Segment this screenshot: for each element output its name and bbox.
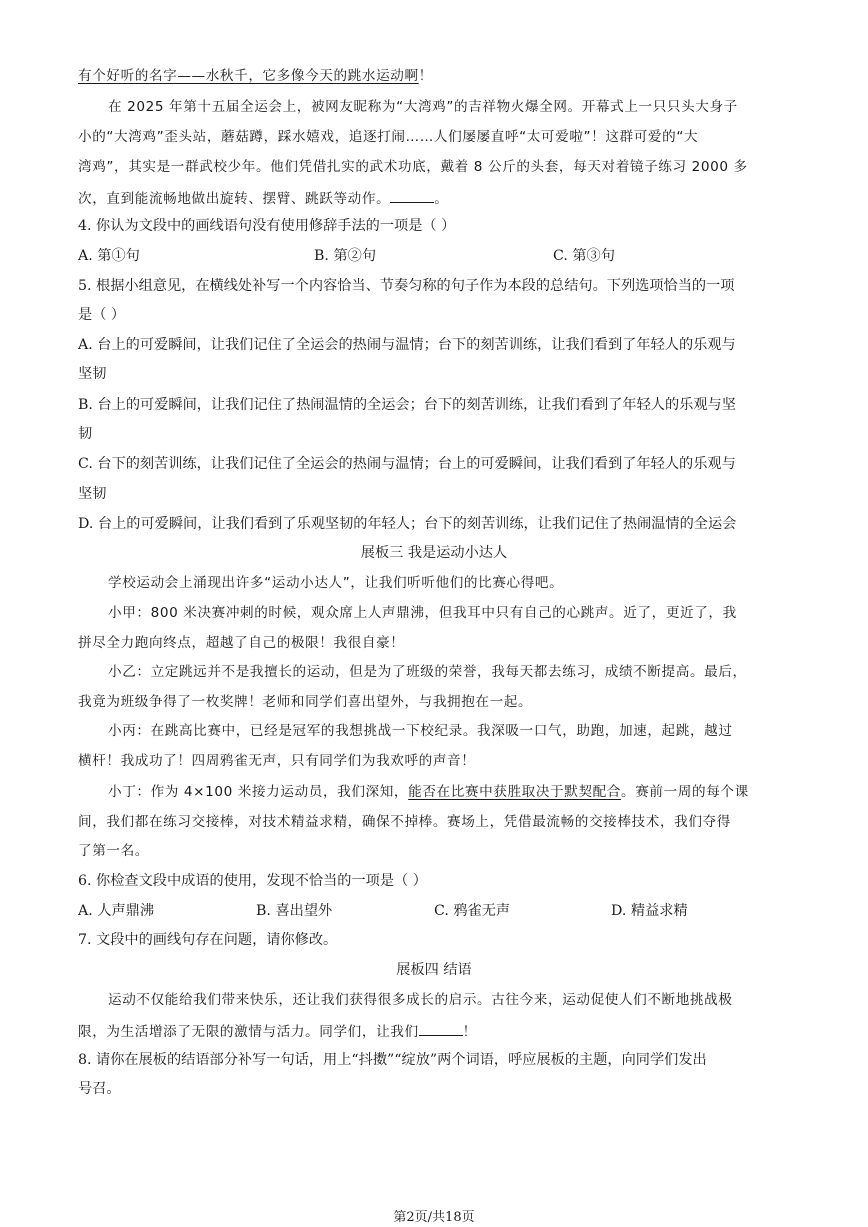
option-c[interactable]: C. 鸦雀无声 [434, 903, 511, 919]
option-c[interactable]: C. 第③句 [553, 248, 615, 264]
option-a[interactable]: A. 第①句 [78, 248, 140, 264]
question-4-stem: 4. 你认为文段中的画线语句没有使用修辞手法的一项是（ ） [78, 218, 456, 234]
board-4-title: 展板四 结语 [396, 962, 472, 978]
passage-line: 小的“大湾鸡”歪头站，蘑菇蹲，踩水嬉戏，追逐打闹……人们屡屡直呼“太可爱啦”！这群可爱的“大 [78, 129, 699, 145]
question-8-stem: 8. 请你在展板的结语部分补写一句话，用上“抖擞”“绽放”两个词语，呼应展板的主题，向同学们发出 [78, 1052, 707, 1068]
option-b[interactable]: B. 第②句 [314, 248, 377, 264]
option-a[interactable]: A. 台上的可爱瞬间，让我们记住了全运会的热闹与温情；台下的刻苦训练，让我们看到了年轻人的乐观与 [78, 337, 736, 353]
speaker-bing: 小丙：在跳高比赛中，已经是冠军的我想挑战一下校纪录。我深吸一口气，助跑，加速，起跳，越过 [108, 723, 733, 739]
option-b-cont[interactable]: 韧 [78, 426, 93, 442]
question-6-stem: 6. 你检查文段中成语的使用，发现不恰当的一项是（ ） [78, 873, 427, 889]
option-a[interactable]: A. 人声鼎沸 [78, 903, 155, 919]
passage-line-with-blank: 次，直到能流畅地做出旋转、摆臂、跳跃等动作。 。 [78, 187, 790, 209]
speaker-yi: 小乙：立定跳远并不是我擅长的运动，但是为了班级的荣誉，我每天都去练习，成绩不断提高。最后， [108, 664, 747, 680]
option-b[interactable]: B. 喜出望外 [256, 903, 333, 919]
poem-note-line [78, 66, 790, 86]
question-7-stem: 7. 文段中的画线句存在问题，请你修改。 [78, 932, 338, 948]
emphasis-dots: 没有 [252, 218, 281, 234]
answer-blank[interactable] [419, 1020, 463, 1036]
question-5-stem: 5. 根据小组意见，在横线处补写一个内容恰当、节奏匀称的句子作为本段的总结句。下列选项恰当的一项 [78, 278, 735, 294]
underlined-sentence: 有个好听的名字——水秋千，它多像今天的跳水运动啊 [78, 68, 419, 84]
passage-line: 湾鸡”，其实是一群武校少年。他们凭借扎实的武术功底，戴着 8 公斤的头套，每天对着镜子练习 2000 多 [78, 159, 748, 175]
board-4-text-cont: 限，为生活增添了无限的激情与活力。同学们，让我们 ！ [78, 1020, 790, 1042]
speaker-ding-cont: 了第一名。 [78, 843, 149, 859]
speaker-yi-cont: 我竟为班级争得了一枚奖牌！老师和同学们喜出望外，与我拥抱在一起。 [78, 694, 533, 710]
speaker-jia: 小甲：800 米决赛冲刺的时候，观众席上人声鼎沸，但我耳中只有自己的心跳声。近了，更近了，我 [108, 605, 737, 621]
option-b[interactable]: B. 台上的可爱瞬间，让我们记住了热闹温情的全运会；台下的刻苦训练，让我们看到了年轻人的乐观与坚 [78, 397, 736, 413]
option-c[interactable]: C. 台下的刻苦训练，让我们记住了全运会的热闹与温情；台上的可爱瞬间，让我们看到了年轻人的乐观与 [78, 456, 736, 472]
speaker-jia-cont: 拼尽全力跑向终点，超越了自己的极限！我很自豪！ [78, 635, 405, 651]
underlined-sentence: 能否在比赛中获胜取决于默契配合 [408, 784, 622, 800]
option-d[interactable]: D. 精益求精 [611, 903, 688, 919]
speaker-bing-cont: 横杆！我成功了！四周鸦雀无声，只有同学们为我欢呼的声音！ [78, 753, 476, 769]
line-end: ！ [418, 68, 433, 84]
speaker-ding-cont: 间，我们都在练习交接棒，对技术精益求精，确保不掉棒。赛场上，凭借最流畅的交接棒技术，我们夺得 [78, 814, 731, 830]
emphasis-dots: 不恰当 [294, 873, 338, 889]
passage-line: 在 2025 年第十五届全运会上，被网友昵称为“大湾鸡”的吉祥物火爆全网。开幕式上一只只头大身子 [108, 99, 738, 115]
speaker-ding: 小丁：作为 4×100 米接力运动员，我们深知，能否在比赛中获胜取决于默契配合。赛前一周的每个课 [108, 784, 749, 800]
answer-blank[interactable] [390, 187, 434, 203]
page-footer: 第2页/共18页 [393, 1210, 475, 1225]
option-d[interactable]: D. 台上的可爱瞬间，让我们看到了乐观坚韧的年轻人；台下的刻苦训练，让我们记住了热闹温情的全运会 [78, 516, 737, 532]
question-5-stem-cont: 是（ ） [78, 307, 126, 323]
option-a-cont[interactable]: 坚韧 [78, 366, 107, 382]
question-8-stem-cont: 号召。 [78, 1081, 121, 1097]
option-c-cont[interactable]: 坚韧 [78, 486, 107, 502]
board-3-intro: 学校运动会上涌现出许多“运动小达人”，让我们听听他们的比赛心得吧。 [108, 575, 564, 591]
board-3-title: 展板三 我是运动小达人 [360, 545, 508, 561]
board-4-text: 运动不仅能给我们带来快乐，还让我们获得很多成长的启示。古往今来，运动促使人们不断地挑战极 [108, 992, 733, 1008]
